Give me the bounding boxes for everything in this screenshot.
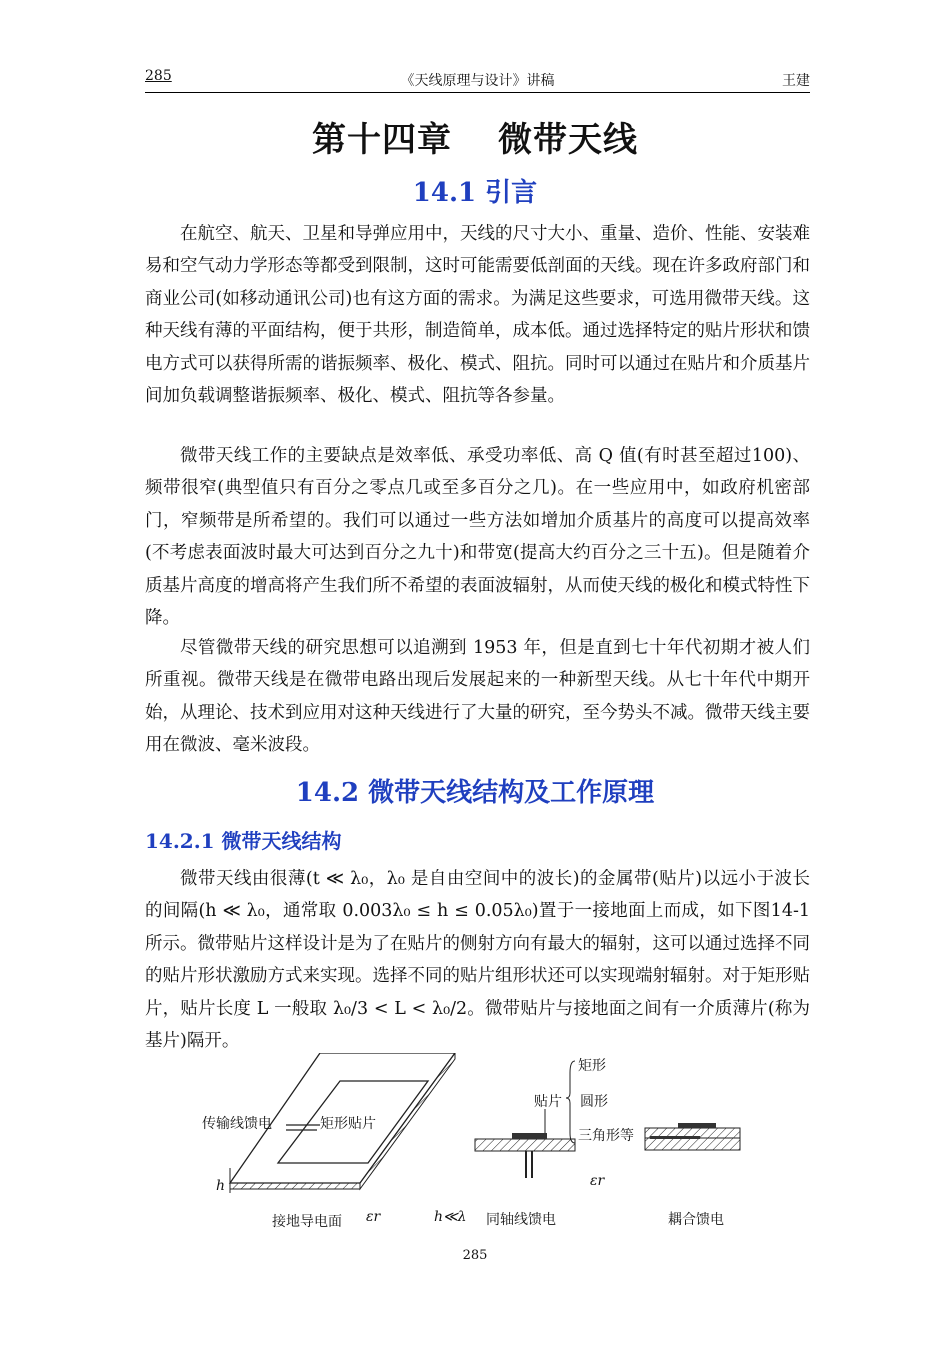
coupled-feedline <box>650 1136 700 1139</box>
patch-section <box>512 1133 547 1139</box>
substrate-edge <box>230 1183 360 1189</box>
paragraph-intro-3: 尽管微带天线的研究思想可以追溯到 1953 年，但是直到七十年代初期才被人们所重视。微带天线是在微带电路出现后发展起来的一种新型天线。从七十年代中期开始，从理论、技术到应用对这种天线进行了大量的研究，至今势头不减。微带天线主要用在微波、毫米波段。 <box>145 638 810 756</box>
label-rect-patch: 矩形贴片 <box>320 1116 376 1132</box>
label-shape-triangle: 三角形等 <box>578 1128 634 1144</box>
figure-14-1 <box>190 1053 750 1233</box>
coupled-lower-substrate <box>645 1138 740 1150</box>
substrate-section <box>475 1139 575 1151</box>
figure-drawing <box>190 1053 750 1233</box>
label-epsilon-2: εr <box>590 1173 605 1189</box>
coupled-patch <box>678 1123 716 1128</box>
label-patch: 贴片 <box>534 1094 562 1110</box>
header-page-number: 285 <box>145 68 172 84</box>
label-coax-feed: 同轴线馈电 <box>486 1212 556 1228</box>
section-title-14-1: 14.1 引言 <box>412 178 538 208</box>
page-header <box>145 62 810 93</box>
footer-page-number: 285 <box>462 1248 488 1263</box>
label-shape-rect: 矩形 <box>578 1058 606 1074</box>
header-author: 王建 <box>782 73 810 89</box>
paragraph-intro-1: 在航空、航天、卫星和导弹应用中，天线的尺寸大小、重量、造价、性能、安装难易和空气动力学形态等都受到限制，这时可能需要低剖面的天线。现在许多政府部门和商业公司(如移动通讯公司)也有这方面的需求。为满足这些要求，可选用微带天线。这种天线有薄的平面结构，便于共形，制造简单，成本低。通过选择特定的贴片形状和馈电方式可以获得所需的谐振频率、极化、模式、阻抗。同时可以通过在贴片和介质基片间加负载调整谐振频率、极化、模式、阻抗等各参量。 <box>145 224 810 407</box>
label-epsilon: εr <box>366 1209 381 1225</box>
label-feed-line: 传输线馈电 <box>202 1116 272 1132</box>
section-title-14-2: 14.2 微带天线结构及工作原理 <box>295 778 655 808</box>
chapter-number: 第十四章 <box>312 120 452 160</box>
subsection-title-14-2-1: 14.2.1 微带天线结构 <box>145 829 342 853</box>
label-h-lambda: h≪λ <box>434 1209 467 1225</box>
label-shape-circle: 圆形 <box>580 1094 608 1110</box>
label-h: h <box>216 1178 226 1194</box>
shapes-brace <box>566 1061 575 1143</box>
paragraph-intro-2: 微带天线工作的主要缺点是效率低、承受功率低、高 Q 值(有时甚至超过100)、频带很窄(典型值只有百分之零点几或至多百分之几)。在一些应用中，如政府机密部门，窄频带是所希望的。我们可以通过一些方法如增加介质基片的高度可以提高效率(不考虑表面波时最大可达到百分之九十)和带宽(提高大约百分之三十五)。但是随着介质基片高度的增高将产生我们所不希望的表面波辐射，从而使天线的极化和模式特性下降。 <box>145 446 810 629</box>
chapter-title <box>0 112 950 161</box>
paragraph-structure: 微带天线由很薄(t ≪ λ₀，λ₀ 是自由空间中的波长)的金属带(贴片)以远小于波长的间隔(h ≪ λ₀，通常取 0.003λ₀ ≤ h ≤ 0.05λ₀)置于一接地面上而成，如下图14-1 所示。微带贴片这样设计是为了在贴片的侧射方向有最大的辐射，这可以通过选择不同的贴片形状激励方式来实现。选择不同的贴片组形状还可以实现端射辐射。对于矩形贴片，贴片长度 L 一般取 λ₀/3 < L < λ₀/2。微带贴片与接地面之间有一介质薄片(称为基片)隔开。 <box>145 869 810 1052</box>
chapter-name: 微带天线 <box>498 120 638 160</box>
header-book-title: 《天线原理与设计》讲稿 <box>400 73 555 89</box>
label-coupled-feed: 耦合馈电 <box>668 1212 724 1228</box>
label-ground: 接地导电面 <box>272 1214 342 1230</box>
